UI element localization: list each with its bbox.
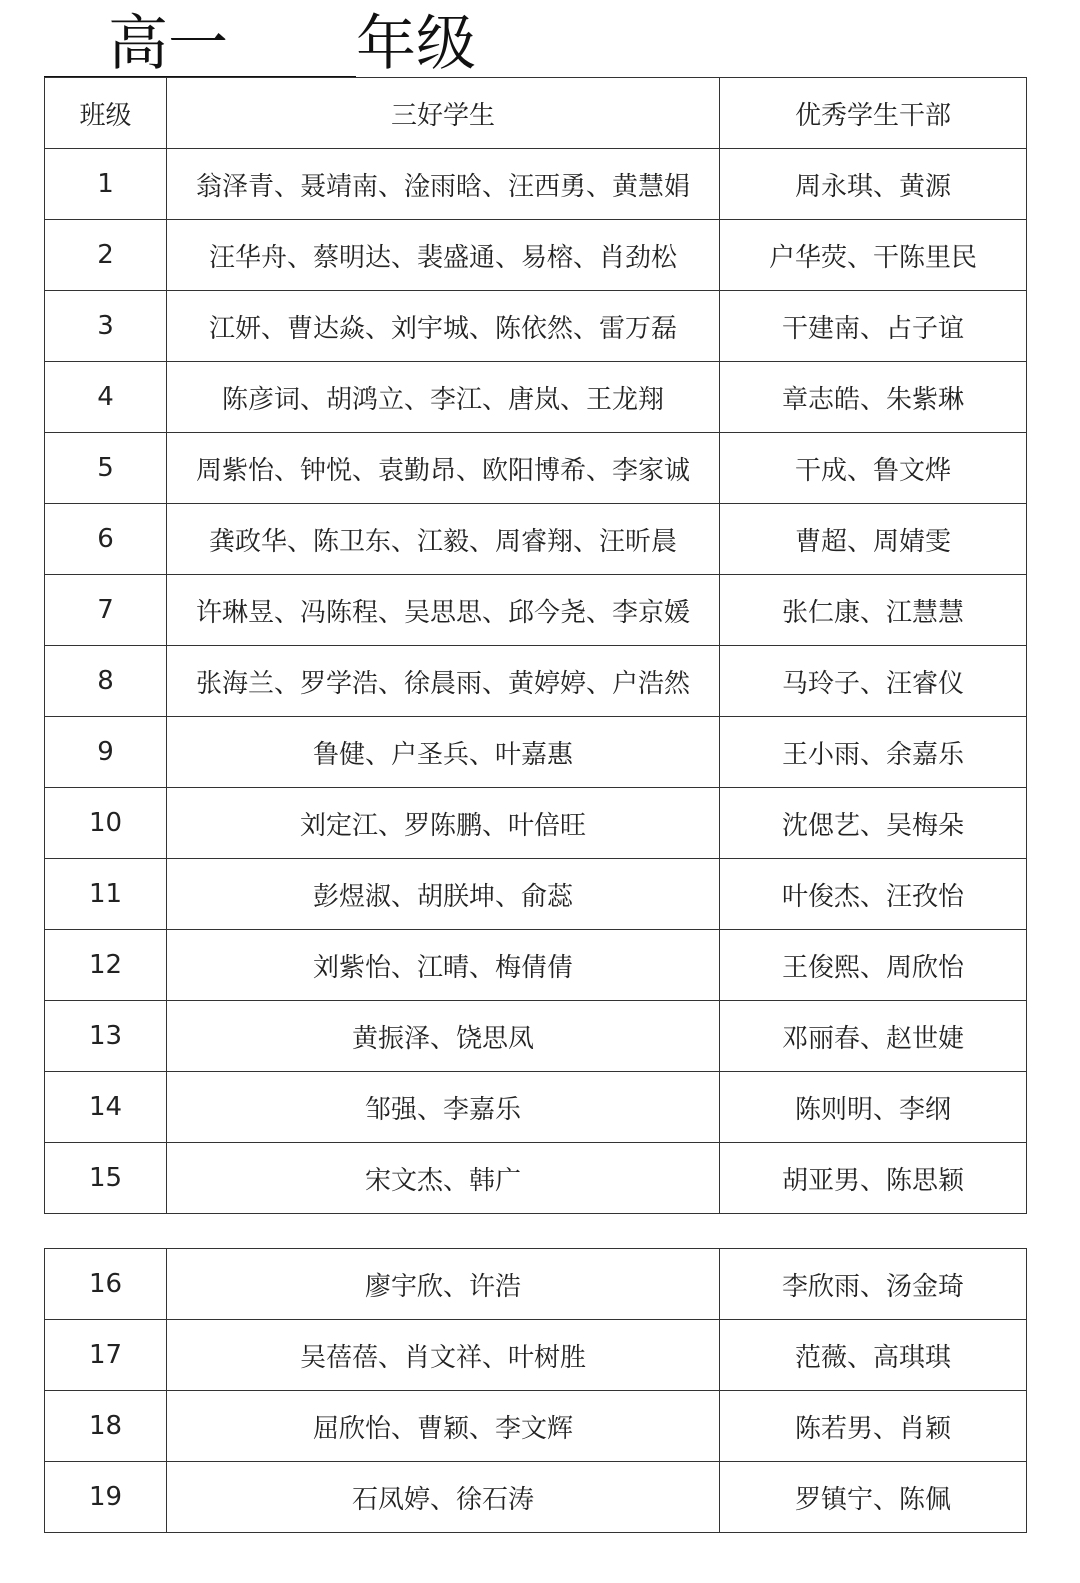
merit-students-cell: 周紫怡、钟悦、袁勤昂、欧阳博希、李家诚: [167, 433, 720, 504]
student-cadres-cell: 李欣雨、汤金琦: [720, 1249, 1027, 1320]
class-number-cell: 3: [45, 291, 167, 362]
merit-students-cell: 鲁健、户圣兵、叶嘉惠: [167, 717, 720, 788]
class-number-cell: 6: [45, 504, 167, 575]
merit-students-cell: 龚政华、陈卫东、江毅、周睿翔、汪昕晨: [167, 504, 720, 575]
class-number-cell: 11: [45, 859, 167, 930]
class-number-cell: 7: [45, 575, 167, 646]
grade-suffix: 年级: [356, 9, 476, 79]
roster-table-part1: [44, 77, 1027, 1214]
student-cadres-cell: 邓丽春、赵世婕: [720, 1001, 1027, 1072]
table-row: [45, 433, 1027, 504]
merit-students-cell: 刘定江、罗陈鹏、叶倍旺: [167, 788, 720, 859]
student-cadres-cell: 张仁康、江慧慧: [720, 575, 1027, 646]
student-cadres-cell: 干成、鲁文烨: [720, 433, 1027, 504]
class-number-cell: 17: [45, 1320, 167, 1391]
table-row: [45, 362, 1027, 433]
class-number-cell: 18: [45, 1391, 167, 1462]
merit-students-cell: 许琳昱、冯陈程、吴思思、邱今尧、李京媛: [167, 575, 720, 646]
class-number-cell: 10: [45, 788, 167, 859]
class-number-cell: 2: [45, 220, 167, 291]
table-row: [45, 646, 1027, 717]
merit-students-cell: 陈彦词、胡鸿立、李江、唐岚、王龙翔: [167, 362, 720, 433]
student-cadres-cell: 章志皓、朱紫琳: [720, 362, 1027, 433]
roster-body-part1: [45, 149, 1027, 1214]
student-cadres-cell: 王俊熙、周欣怡: [720, 930, 1027, 1001]
student-cadres-cell: 范薇、高琪琪: [720, 1320, 1027, 1391]
class-number-cell: 5: [45, 433, 167, 504]
merit-students-cell: 吴蓓蓓、肖文祥、叶树胜: [167, 1320, 720, 1391]
merit-students-cell: 张海兰、罗学浩、徐晨雨、黄婷婷、户浩然: [167, 646, 720, 717]
student-cadres-cell: 曹超、周婧雯: [720, 504, 1027, 575]
student-cadres-cell: 叶俊杰、汪孜怡: [720, 859, 1027, 930]
table-row: [45, 1001, 1027, 1072]
page-title: [44, 8, 484, 79]
table-row: [45, 1391, 1027, 1462]
class-number-cell: 12: [45, 930, 167, 1001]
student-cadres-cell: 户华荧、干陈里民: [720, 220, 1027, 291]
student-cadres-cell: 干建南、占子谊: [720, 291, 1027, 362]
merit-students-cell: 廖宇欣、许浩: [167, 1249, 720, 1320]
merit-students-cell: 屈欣怡、曹颖、李文辉: [167, 1391, 720, 1462]
table-row: [45, 859, 1027, 930]
student-cadres-cell: 马玲子、汪睿仪: [720, 646, 1027, 717]
class-number-cell: 14: [45, 1072, 167, 1143]
table-row: [45, 930, 1027, 1001]
roster-table-part2: [44, 1248, 1027, 1533]
table-row: [45, 717, 1027, 788]
student-cadres-cell: 沈偲艺、吴梅朵: [720, 788, 1027, 859]
table-row: [45, 1462, 1027, 1533]
merit-students-cell: 彭煜淑、胡朕坤、俞蕊: [167, 859, 720, 930]
student-cadres-cell: 罗镇宁、陈佩: [720, 1462, 1027, 1533]
merit-students-cell: 翁泽青、聂靖南、淦雨晗、汪西勇、黄慧娟: [167, 149, 720, 220]
header-student-cadres: 优秀学生干部: [720, 78, 1027, 149]
roster-body-part2: [45, 1249, 1027, 1533]
student-cadres-cell: 周永琪、黄源: [720, 149, 1027, 220]
header-class: 班级: [45, 78, 167, 149]
table-row: [45, 1143, 1027, 1214]
table-row: [45, 1320, 1027, 1391]
table-row: [45, 291, 1027, 362]
class-number-cell: 9: [45, 717, 167, 788]
merit-students-cell: 石凤婷、徐石涛: [167, 1462, 720, 1533]
merit-students-cell: 宋文杰、韩广: [167, 1143, 720, 1214]
grade-name: 高一: [108, 9, 228, 79]
header-row: [45, 78, 1027, 149]
table-row: [45, 1072, 1027, 1143]
class-number-cell: 1: [45, 149, 167, 220]
student-cadres-cell: 陈若男、肖颖: [720, 1391, 1027, 1462]
table-row: [45, 149, 1027, 220]
merit-students-cell: 黄振泽、饶思凤: [167, 1001, 720, 1072]
table-row: [45, 504, 1027, 575]
merit-students-cell: 江妍、曹达焱、刘宇城、陈依然、雷万磊: [167, 291, 720, 362]
class-number-cell: 16: [45, 1249, 167, 1320]
merit-students-cell: 刘紫怡、江晴、梅倩倩: [167, 930, 720, 1001]
student-cadres-cell: 王小雨、余嘉乐: [720, 717, 1027, 788]
class-number-cell: 4: [45, 362, 167, 433]
table-row: [45, 1249, 1027, 1320]
table-row: [45, 220, 1027, 291]
merit-students-cell: 邹强、李嘉乐: [167, 1072, 720, 1143]
class-number-cell: 13: [45, 1001, 167, 1072]
table-row: [45, 788, 1027, 859]
header-merit-students: 三好学生: [167, 78, 720, 149]
table-row: [45, 575, 1027, 646]
student-cadres-cell: 陈则明、李纲: [720, 1072, 1027, 1143]
class-number-cell: 19: [45, 1462, 167, 1533]
class-number-cell: 15: [45, 1143, 167, 1214]
student-cadres-cell: 胡亚男、陈思颖: [720, 1143, 1027, 1214]
class-number-cell: 8: [45, 646, 167, 717]
merit-students-cell: 汪华舟、蔡明达、裴盛通、易榕、肖劲松: [167, 220, 720, 291]
